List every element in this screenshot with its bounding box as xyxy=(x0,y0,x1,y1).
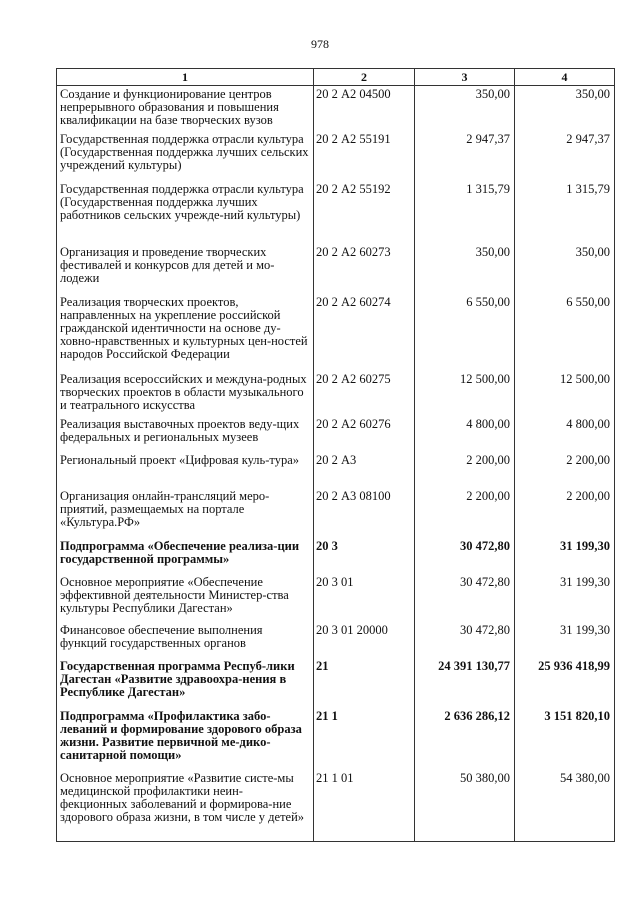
column-header-4: 4 xyxy=(515,69,615,86)
row-name: Создание и функционирование центров непрерывного образования и повышения квалификации на базе творческих вузов xyxy=(57,86,314,131)
row-value-4: 6 550,00 xyxy=(515,294,615,371)
row-code: 21 xyxy=(314,658,415,708)
row-name: Подпрограмма «Обеспечение реализа-ции государственной программы» xyxy=(57,538,314,574)
row-name: Подпрограмма «Профилактика забо-леваний и формирование здорового образа жизни. Развитие первичной ме-дико-санитарной помощи» xyxy=(57,708,314,770)
row-value-3: 4 800,00 xyxy=(415,416,515,452)
row-value-3: 12 500,00 xyxy=(415,371,515,416)
row-code: 20 2 А2 60273 xyxy=(314,244,415,294)
row-code: 20 2 А2 60276 xyxy=(314,416,415,452)
row-value-3: 24 391 130,77 xyxy=(415,658,515,708)
row-value-4: 3 151 820,10 xyxy=(515,708,615,770)
row-value-3: 2 947,37 xyxy=(415,131,515,181)
row-value-4: 2 947,37 xyxy=(515,131,615,181)
row-value-4: 1 315,79 xyxy=(515,181,615,244)
row-name: Государственная поддержка отрасли культура (Государственная поддержка лучших работников сельских учрежде-ний культуры) xyxy=(57,181,314,244)
row-name: Основное мероприятие «Развитие систе-мы медицинской профилактики неин-фекционных заболеваний и формирова-ние здорового образа жизни, в том числе у детей» xyxy=(57,770,314,842)
row-value-3: 6 550,00 xyxy=(415,294,515,371)
table-row xyxy=(57,538,615,574)
row-code: 20 2 А3 08100 xyxy=(314,488,415,538)
row-value-4: 54 380,00 xyxy=(515,770,615,842)
table-header-row xyxy=(57,69,615,86)
row-value-3: 30 472,80 xyxy=(415,574,515,622)
row-code: 20 3 01 20000 xyxy=(314,622,415,658)
row-value-3: 30 472,80 xyxy=(415,622,515,658)
row-value-3: 1 315,79 xyxy=(415,181,515,244)
row-code: 20 2 А3 xyxy=(314,452,415,488)
row-code: 20 3 xyxy=(314,538,415,574)
row-name: Основное мероприятие «Обеспечение эффективной деятельности Министер-ства культуры Республики Дагестан» xyxy=(57,574,314,622)
row-value-3: 2 200,00 xyxy=(415,452,515,488)
table-row xyxy=(57,131,615,181)
row-name: Региональный проект «Цифровая куль-тура» xyxy=(57,452,314,488)
row-code: 21 1 01 xyxy=(314,770,415,842)
row-value-4: 350,00 xyxy=(515,244,615,294)
table-row xyxy=(57,86,615,131)
row-value-3: 350,00 xyxy=(415,86,515,131)
row-value-3: 350,00 xyxy=(415,244,515,294)
table-row xyxy=(57,622,615,658)
row-code: 21 1 xyxy=(314,708,415,770)
row-value-3: 30 472,80 xyxy=(415,538,515,574)
column-header-1: 1 xyxy=(57,69,314,86)
row-value-4: 4 800,00 xyxy=(515,416,615,452)
row-value-4: 31 199,30 xyxy=(515,574,615,622)
row-name: Государственная программа Респуб-лики Дагестан «Развитие здравоохра-нения в Республике Дагестан» xyxy=(57,658,314,708)
table-row xyxy=(57,244,615,294)
row-name: Финансовое обеспечение выполнения функций государственных органов xyxy=(57,622,314,658)
column-header-3: 3 xyxy=(415,69,515,86)
row-code: 20 2 А2 04500 xyxy=(314,86,415,131)
row-name: Реализация творческих проектов, направленных на укрепление российской гражданской идентичности на основе ду-ховно-нравственных и культурных цен-ностей народов Российской Федерации xyxy=(57,294,314,371)
row-name: Реализация всероссийских и междуна-родных творческих проектов в области музыкального и театрального искусства xyxy=(57,371,314,416)
page-number: 978 xyxy=(311,37,329,51)
row-value-4: 2 200,00 xyxy=(515,452,615,488)
budget-table xyxy=(56,68,615,842)
table-row xyxy=(57,488,615,538)
table-row xyxy=(57,181,615,244)
row-code: 20 3 01 xyxy=(314,574,415,622)
column-header-2: 2 xyxy=(314,69,415,86)
row-code: 20 2 А2 60274 xyxy=(314,294,415,371)
table-row xyxy=(57,371,615,416)
row-value-3: 2 636 286,12 xyxy=(415,708,515,770)
row-code: 20 2 А2 55191 xyxy=(314,131,415,181)
row-value-4: 31 199,30 xyxy=(515,622,615,658)
table-row xyxy=(57,416,615,452)
row-value-4: 350,00 xyxy=(515,86,615,131)
table-row xyxy=(57,574,615,622)
row-name: Реализация выставочных проектов веду-щих федеральных и региональных музеев xyxy=(57,416,314,452)
row-value-4: 12 500,00 xyxy=(515,371,615,416)
row-value-4: 2 200,00 xyxy=(515,488,615,538)
table-row xyxy=(57,294,615,371)
row-value-3: 50 380,00 xyxy=(415,770,515,842)
row-code: 20 2 А2 55192 xyxy=(314,181,415,244)
table-row xyxy=(57,452,615,488)
row-name: Организация и проведение творческих фестивалей и конкурсов для детей и мо-лодежи xyxy=(57,244,314,294)
row-value-4: 31 199,30 xyxy=(515,538,615,574)
row-name: Государственная поддержка отрасли культура (Государственная поддержка лучших сельских учреждений культуры) xyxy=(57,131,314,181)
table-row xyxy=(57,708,615,770)
row-value-3: 2 200,00 xyxy=(415,488,515,538)
table-row xyxy=(57,770,615,842)
table-row xyxy=(57,658,615,708)
row-value-4: 25 936 418,99 xyxy=(515,658,615,708)
row-name: Организация онлайн-трансляций меро-приятий, размещаемых на портале «Культура.РФ» xyxy=(57,488,314,538)
row-code: 20 2 А2 60275 xyxy=(314,371,415,416)
